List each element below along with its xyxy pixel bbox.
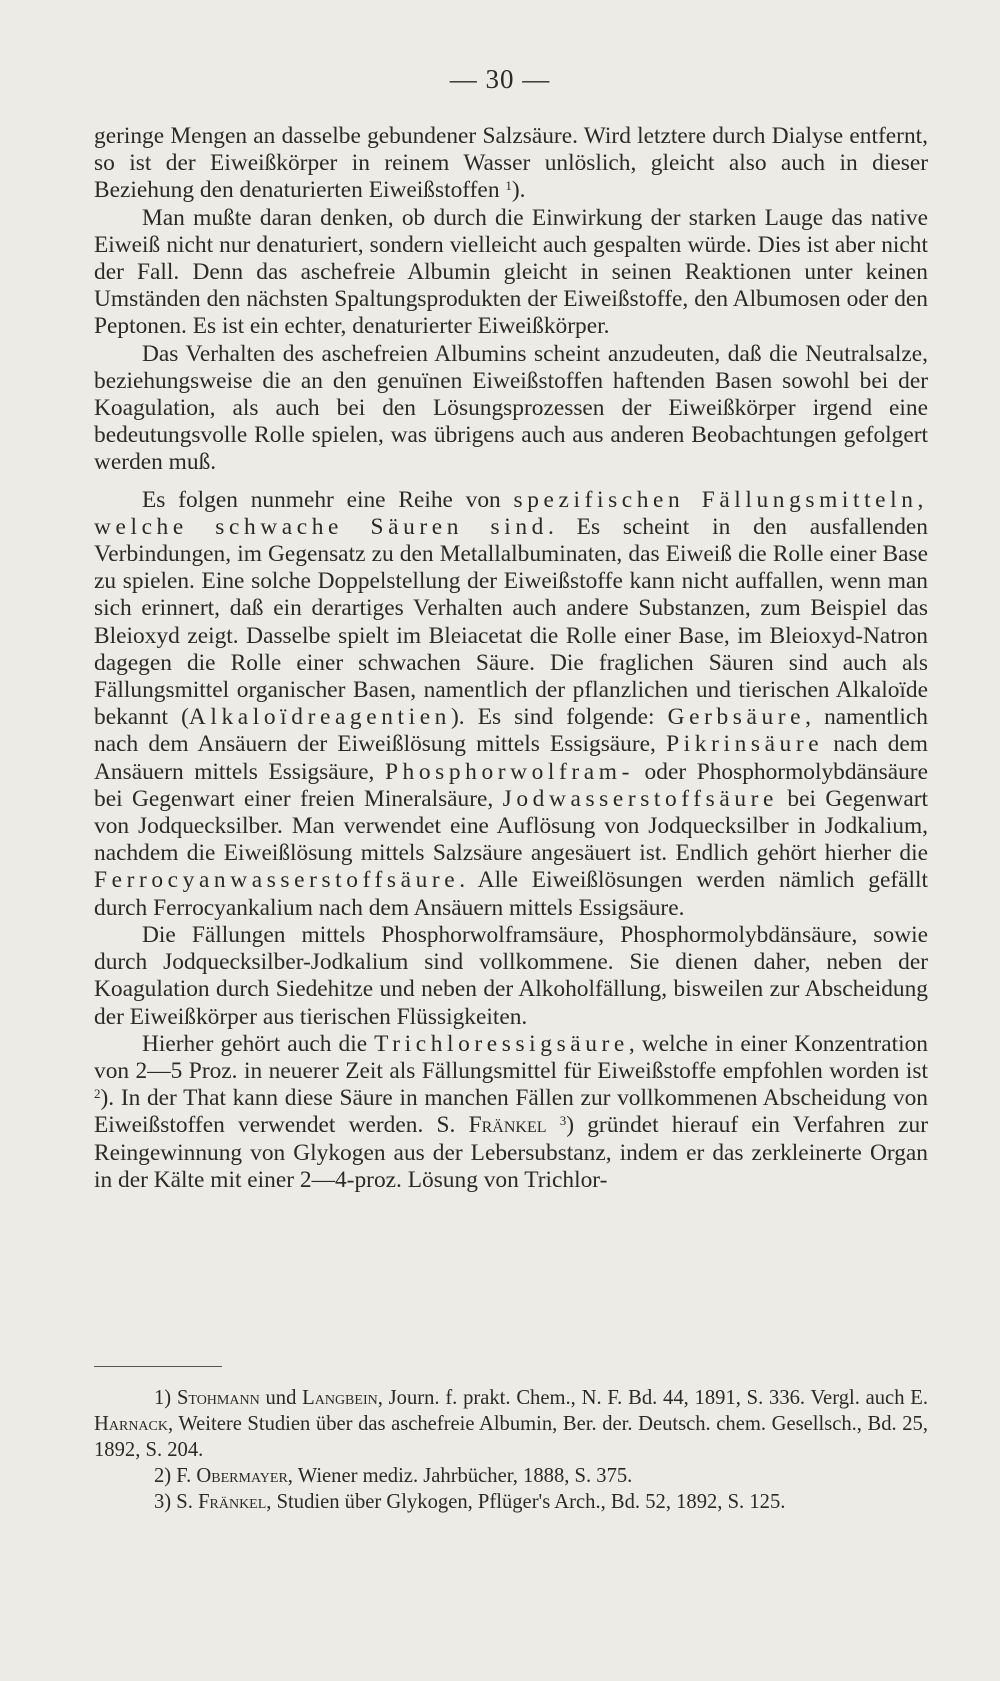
text-run: Man mußte daran denken, ob durch die Einwirkung der starken Lauge das native Eiweiß nicht nur denaturiert, sondern vielleicht auch gespalten würde. Dies ist aber nicht der Fall. Denn das aschefreie Albumin gleicht in seinen Reaktionen unter keinen Umständen den nächsten Spaltungsprodukten der Eiweißstoffe, den Albumosen oder den Peptonen. Es ist ein echter, denaturierter Eiweißkörper. <box>94 204 928 340</box>
spaced-emphasis: Phosphorwolfram- <box>384 758 634 785</box>
footnote-3 <box>94 1489 928 1515</box>
text-run: , Studien über Glykogen, Pflüger's Arch., Bd. 52, 1892, S. 125. <box>266 1491 786 1513</box>
footnote-marker: 2 <box>94 1086 101 1102</box>
paragraph-4 <box>94 487 928 922</box>
text-run: ) gründet hierauf ein Verfahren zur Reingewinnung von Glykogen aus der Lebersubstanz, indem er das zerkleinerte Organ in der Kälte mit einer 2—4-proz. Lösung von Trichlor- <box>94 1112 928 1193</box>
spaced-emphasis: Alkaloïdreagentien <box>188 704 451 731</box>
footnote-divider <box>94 1366 222 1367</box>
page-number: — 30 — <box>449 64 551 94</box>
paragraph-6 <box>94 1031 928 1194</box>
text-run: , Weitere Studien über das aschefreie Albumin, Ber. der. Deutsch. chem. Gesellsch., Bd. 25, 1892, S. 204. <box>94 1413 928 1461</box>
author-name: Fränkel <box>468 1112 547 1139</box>
text-run: , namentlich nach dem Ansäuern der Eiweißlösung mittels Essigsäure, <box>94 704 928 758</box>
spaced-emphasis: spezifischen Fällungsmitteln, welche schwache Säuren sind <box>94 486 928 540</box>
paragraph-1 <box>94 123 928 205</box>
spaced-emphasis: Ferrocyanwasserstoffsäure <box>94 867 460 894</box>
footnote-marker: 3 <box>559 1113 567 1129</box>
paragraph-2 <box>94 205 928 341</box>
text-run: nach dem Ansäuern mittels Essigsäure, <box>94 731 928 785</box>
spaced-emphasis: Gerbsäure <box>667 704 806 731</box>
text-run: 3) S. <box>154 1491 199 1513</box>
text-run: ). In der That kann diese Säure in manchen Fällen zur vollkommenen Abscheidung von Eiweißstoffen verwendet werden. S. <box>94 1085 928 1139</box>
text-run: , Journ. f. prakt. Chem., N. F. Bd. 44, 1891, S. 336. Vergl. auch E. <box>377 1387 928 1409</box>
text-run: , Wiener mediz. Jahrbücher, 1888, S. 375. <box>287 1465 633 1487</box>
footnotes <box>94 1385 928 1515</box>
text-run: oder Phosphormolybdänsäure bei Gegenwart einer freien Mineralsäure, <box>94 758 928 812</box>
paragraph-3 <box>94 341 928 477</box>
text-run: 2) F. <box>154 1465 197 1487</box>
paragraph-5 <box>94 922 928 1031</box>
text-run: ). Es sind folgende: <box>450 704 668 731</box>
author-name: Langbein <box>302 1387 378 1409</box>
text-run: ). <box>511 177 526 204</box>
spaced-emphasis: Trichloressigsäure <box>374 1030 629 1057</box>
text-run: . Alle Eiweißlösungen werden nämlich gefällt durch Ferrocyankalium nach dem Ansäuern mittels Essigsäure. <box>94 867 928 921</box>
spaced-emphasis: Pikrinsäure <box>666 731 824 758</box>
footnote-1 <box>94 1385 928 1463</box>
footnote-2 <box>94 1463 928 1489</box>
text-run: geringe Mengen an dasselbe gebundener Salzsäure. Wird letztere durch Dialyse entfernt, so ist der Eiweißkörper in reinem Wasser unlöslich, gleicht also auch in dieser Beziehung den denaturierten Eiweißstoffen <box>94 123 928 204</box>
author-name: Obermayer <box>196 1465 288 1487</box>
footnote-marker: 1 <box>505 178 512 194</box>
text-run: Es folgen nunmehr eine Reihe von <box>142 486 514 513</box>
spaced-emphasis: Jodwasserstoffsäure <box>502 785 779 812</box>
text-run: , welche in einer Konzentration von 2—5 Proz. in neuerer Zeit als Fällungsmittel für Eiweißstoffe empfohlen worden ist <box>94 1030 928 1084</box>
text-run: . Es scheint in den ausfallenden Verbindungen, im Gegensatz zu den Metallalbuminaten, das Eiweiß die Rolle einer Base zu spielen. Eine solche Doppelstellung der Eiweißstoffe kann nicht auffallen, wenn man sich erinnert, daß ein derartiges Verhalten auch andere Substanzen, zum Beispiel das Bleioxyd zeigt. Dasselbe spielt im Bleiacetat die Rolle einer Base, im Bleioxyd-Natron dagegen die Rolle einer schwachen Säure. Die fraglichen Säuren sind auch als Fällungsmittel organischer Basen, namentlich der pflanzlichen und tierischen Alkaloïde bekannt ( <box>94 513 928 731</box>
body-text <box>94 123 928 1194</box>
text-run: Hierher gehört auch die <box>142 1030 375 1057</box>
text-run <box>547 1112 560 1138</box>
author-name: Harnack <box>94 1413 168 1435</box>
text-run: Das Verhalten des aschefreien Albumins scheint anzudeuten, daß die Neutralsalze, beziehungsweise die an den genuïnen Eiweißstoffen haftenden Basen sowohl bei der Koagulation, als auch bei den Lösungsprozessen der Eiweißkörper irgend eine bedeutungsvolle Rolle spielen, was übrigens auch aus anderen Beobachtungen gefolgert werden muß. <box>94 340 928 476</box>
text-run: und <box>259 1387 303 1409</box>
text-run: 1) <box>154 1387 177 1409</box>
author-name: Stohmann <box>176 1387 260 1409</box>
text-run: bei Gegenwart von Jodquecksilber. Man verwendet eine Auflösung von Jodquecksilber in Jodkalium, nachdem die Eiweißlösung mittels Salzsäure angesäuert ist. Endlich gehört hierher die <box>94 785 928 867</box>
author-name: Fränkel <box>198 1491 267 1513</box>
text-run: Die Fällungen mittels Phosphorwolframsäure, Phosphormolybdänsäure, sowie durch Jodquecksilber-Jodkalium sind vollkommene. Sie dienen daher, neben der Koagulation durch Siedehitze und neben der Alkoholfällung, bisweilen zur Abscheidung der Eiweißkörper aus tierischen Flüssigkeiten. <box>94 921 928 1030</box>
